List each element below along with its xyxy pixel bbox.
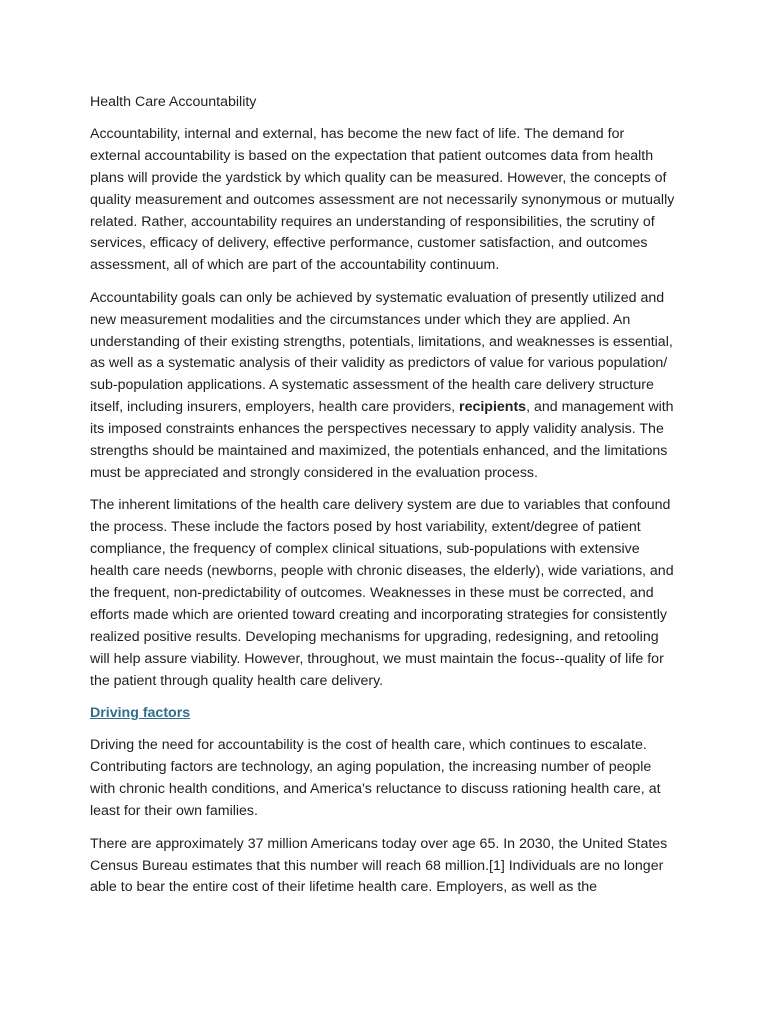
paragraph-1: Accountability, internal and external, has become the new fact of life. The demand for external accountability is based on the expectation that patient outcomes data from health plans will provide the yardstick by which quality can be measured. However, the concepts of quality measurement and outcomes assessment are not necessarily synonymous or mutually related. Rather, accountability requires an understanding of responsibilities, the scrutiny of services, efficacy of delivery, effective performance, customer satisfaction, and outcomes assessment, all of which are part of the accountability continuum. (90, 125, 675, 274)
document-title: Health Care Accountability (90, 94, 257, 110)
paragraph-4: Driving the need for accountability is the cost of health care, which continues to escalate. Contributing factors are technology, an aging population, the increasing number of people with chronic health conditions, and America's reluctance to discuss rationing health care, at least for their own families. (90, 737, 661, 820)
driving-factors-link[interactable]: Driving factors (90, 705, 191, 722)
paragraph-2-text-after: , and management with its imposed constraints enhances the perspectives necessary to apply validity analysis. The strengths should be maintained and maximized, the potentials enhanced, and the limitations must be appreciated and strongly considered in the evaluation process. (90, 399, 674, 481)
paragraph-2 (90, 288, 678, 485)
paragraph-2-bold-term: recipients (459, 399, 527, 416)
paragraph-3: The inherent limitations of the health care delivery system are due to variables that confound the process. These include the factors posed by host variability, extent/degree of patient compliance, the frequency of complex clinical situations, sub-populations with extensive health care needs (newborns, people with chronic diseases, the elderly), wide variations, and the frequent, non-predictability of outcomes. Weaknesses in these must be corrected, and efforts made which are oriented toward creating and incorporating strategies for consistently realized positive results. Developing mechanisms for upgrading, redesigning, and retooling will help assure viability. However, throughout, we must maintain the focus--quality of life for the patient through quality health care delivery. (90, 497, 674, 689)
paragraph-5: There are approximately 37 million Americans today over age 65. In 2030, the United States Census Bureau estimates that this number will reach 68 million.[1] Individuals are no longer able to bear the entire cost of their lifetime health care. Employers, as well as the (90, 835, 668, 896)
paragraph-2-text-before: Accountability goals can only be achieved by systematic evaluation of presently utilized and new measurement modalities and the circumstances under which they are applied. An understanding of their existing strengths, potentials, limitations, and weaknesses is essential, as well as a systematic analysis of their validity as predictors of value for various population/ sub-population applications. A systematic assessment of the health care delivery structure itself, including insurers, employers, health care providers, (90, 289, 673, 416)
